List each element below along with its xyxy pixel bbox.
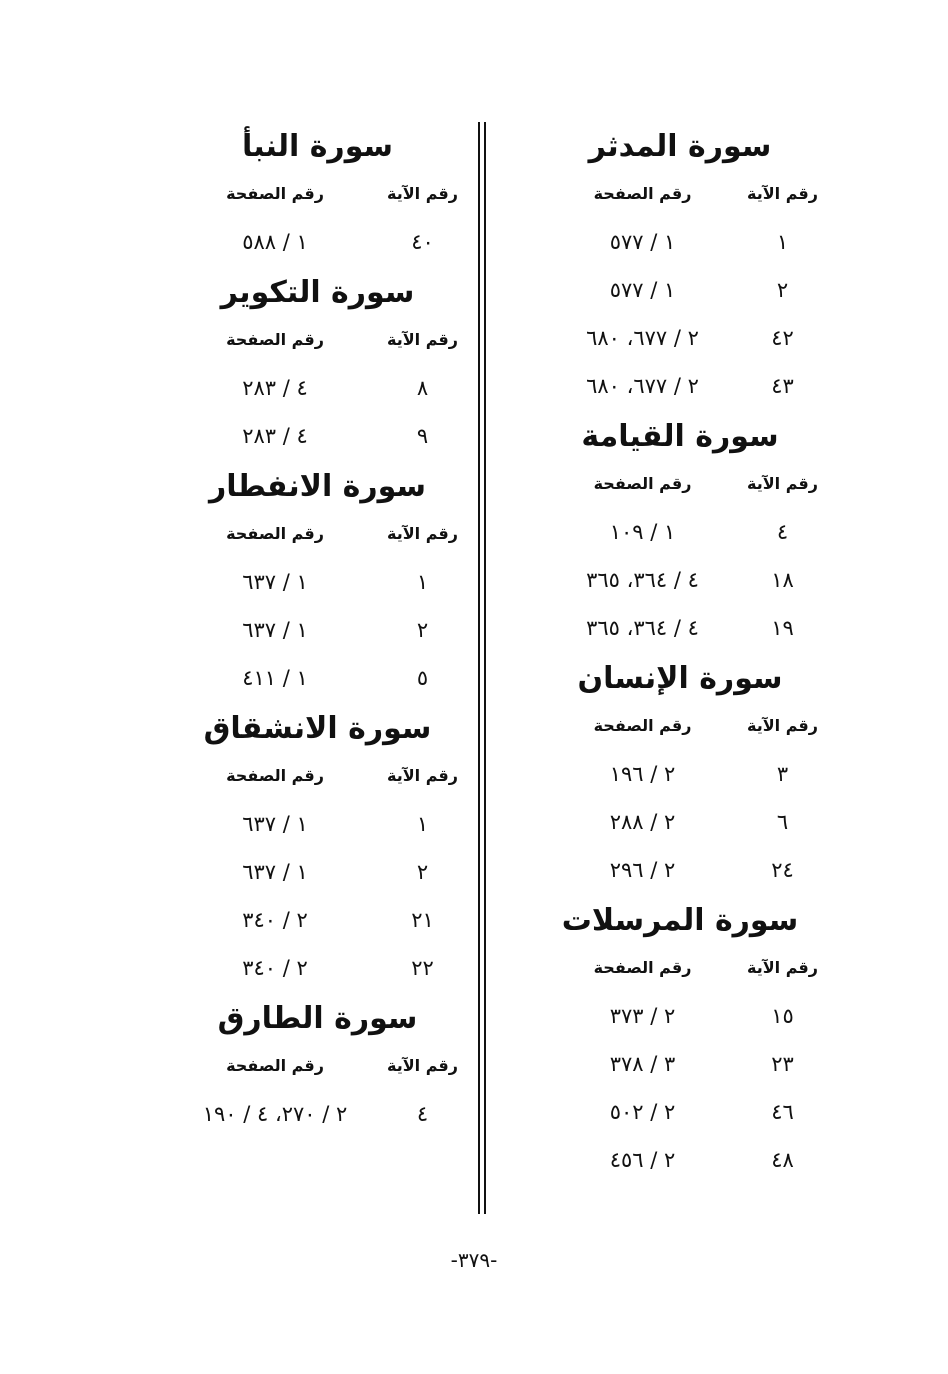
ayah-number-header: رقم الآية (747, 473, 818, 493)
page-number-header: رقم الصفحة (226, 1055, 324, 1075)
ayah-number: ٤٦ (771, 1100, 794, 1124)
ayah-number-header: رقم الآية (387, 329, 458, 349)
page-number-header: رقم الصفحة (226, 329, 324, 349)
surah-title: سورة الإنسان (577, 661, 783, 696)
ayah-number-header: رقم الآية (747, 183, 818, 203)
table-row (165, 218, 470, 266)
page-number-header: رقم الصفحة (226, 765, 324, 785)
ayah-number: ٦ (776, 810, 789, 834)
surah-section (530, 652, 830, 894)
ayah-number: ٨ (416, 376, 429, 400)
table-row (530, 992, 830, 1040)
page-reference: ٢ / ٦٧٧، ٦٨٠ (586, 326, 699, 350)
ayah-number: ٢ (416, 860, 429, 884)
ayah-number: ٤ (416, 1102, 429, 1126)
ayah-number: ٣ (776, 762, 789, 786)
table-row (530, 508, 830, 556)
page-reference: ٢ / ٦٧٧، ٦٨٠ (586, 374, 699, 398)
surah-title: سورة المدثر (588, 129, 772, 164)
page-reference: ٣ / ٣٧٨ (609, 1052, 676, 1076)
table-header (165, 508, 470, 558)
surah-section (165, 460, 470, 702)
table-row (530, 750, 830, 798)
surah-title: سورة النبأ (241, 129, 394, 164)
page-reference: ١ / ٥٧٧ (609, 278, 676, 302)
ayah-number-header: رقم الآية (387, 765, 458, 785)
ayah-number: ١ (776, 230, 789, 254)
surah-title: سورة الانشقاق (203, 711, 432, 746)
surah-title: سورة المرسلات (561, 903, 799, 938)
ayah-number: ٢٤ (771, 858, 794, 882)
ayah-number: ٤٨ (771, 1148, 794, 1172)
surah-section (165, 702, 470, 992)
table-row (165, 654, 470, 702)
ayah-number: ٤٣ (771, 374, 794, 398)
page-reference: ٢ / ٣٤٠ (242, 956, 308, 980)
table-header (165, 750, 470, 800)
ayah-number-header: رقم الآية (387, 183, 458, 203)
ayah-number-header: رقم الآية (747, 957, 818, 977)
page-number: -٣٧٩- (450, 1248, 498, 1272)
table-row (165, 412, 470, 460)
index-column-left (165, 120, 470, 1138)
table-header (530, 700, 830, 750)
ayah-number: ١٥ (771, 1004, 794, 1028)
page-reference: ١ / ٤١١ (242, 666, 308, 690)
table-row (165, 944, 470, 992)
ayah-number: ٢ (776, 278, 789, 302)
column-divider (478, 122, 486, 1214)
table-header (530, 168, 830, 218)
ayah-number: ٥ (416, 666, 429, 690)
table-row (165, 606, 470, 654)
table-row (530, 604, 830, 652)
table-row (530, 362, 830, 410)
ayah-number: ٢١ (411, 908, 434, 932)
index-column-right (530, 120, 830, 1184)
ayah-number: ٢٣ (771, 1052, 794, 1076)
surah-section (530, 120, 830, 410)
ayah-number: ٤٠ (411, 230, 434, 254)
table-row (165, 1090, 470, 1138)
table-row (530, 314, 830, 362)
ayah-number: ٢٢ (411, 956, 434, 980)
page-reference: ١ / ٥٧٧ (609, 230, 676, 254)
page-reference: ١ / ٦٣٧ (242, 860, 308, 884)
page-reference: ١ / ١٠٩ (609, 520, 676, 544)
page-reference: ٢ / ٢٩٦ (609, 858, 676, 882)
page-number-header: رقم الصفحة (593, 715, 692, 735)
ayah-number: ٤ (776, 520, 789, 544)
page-reference: ٤ / ٢٨٣ (242, 376, 308, 400)
ayah-number-header: رقم الآية (387, 523, 458, 543)
page-reference: ٢ / ٤٥٦ (609, 1148, 676, 1172)
table-row (165, 896, 470, 944)
table-row (165, 800, 470, 848)
page-reference: ٢ / ٣٧٣ (609, 1004, 676, 1028)
page-number-header: رقم الصفحة (226, 523, 324, 543)
ayah-number: ١٩ (771, 616, 794, 640)
ayah-number: ١ (416, 812, 429, 836)
surah-section (165, 266, 470, 460)
surah-title: سورة الطارق (217, 1001, 418, 1036)
page-reference: ٢ / ١٩٦ (609, 762, 676, 786)
table-row (530, 846, 830, 894)
surah-title: سورة الانفطار (209, 469, 426, 504)
table-row (165, 558, 470, 606)
page-reference: ٤ / ٣٦٤، ٣٦٥ (586, 568, 699, 592)
ayah-number-header: رقم الآية (387, 1055, 458, 1075)
ayah-number: ٩ (416, 424, 429, 448)
page-reference: ٢ / ٥٠٢ (609, 1100, 676, 1124)
surah-title: سورة القيامة (581, 419, 779, 454)
table-header (530, 942, 830, 992)
table-row (530, 1136, 830, 1184)
page-number-header: رقم الصفحة (593, 473, 692, 493)
table-row (530, 1088, 830, 1136)
page-reference: ٤ / ٢٨٣ (242, 424, 308, 448)
page-reference: ٢ / ٢٨٨ (609, 810, 676, 834)
table-row (530, 798, 830, 846)
ayah-number: ٢ (416, 618, 429, 642)
surah-section (165, 992, 470, 1138)
table-header (165, 1040, 470, 1090)
ayah-number: ١٨ (771, 568, 794, 592)
ayah-number: ٤٢ (771, 326, 794, 350)
table-row (530, 266, 830, 314)
table-row (530, 556, 830, 604)
table-row (165, 848, 470, 896)
page-number-header: رقم الصفحة (593, 957, 692, 977)
ayah-number: ١ (416, 570, 429, 594)
page-reference: ٢ / ٣٤٠ (242, 908, 308, 932)
surah-section (165, 120, 470, 266)
table-header (165, 314, 470, 364)
page-number-header: رقم الصفحة (593, 183, 692, 203)
page-reference: ١ / ٦٣٧ (242, 618, 308, 642)
page-number-header: رقم الصفحة (226, 183, 324, 203)
page-reference: ١ / ٦٣٧ (242, 812, 308, 836)
table-row (530, 1040, 830, 1088)
page-reference: ٤ / ٣٦٤، ٣٦٥ (586, 616, 699, 640)
surah-section (530, 410, 830, 652)
page-reference: ١ / ٦٣٧ (242, 570, 308, 594)
page-reference: ٢ / ٢٧٠، ٤ / ١٩٠ (202, 1102, 348, 1126)
table-row (165, 364, 470, 412)
table-header (165, 168, 470, 218)
table-row (530, 218, 830, 266)
surah-section (530, 894, 830, 1184)
ayah-number-header: رقم الآية (747, 715, 818, 735)
page-reference: ١ / ٥٨٨ (242, 230, 308, 254)
surah-title: سورة التكوير (220, 275, 415, 310)
table-header (530, 458, 830, 508)
